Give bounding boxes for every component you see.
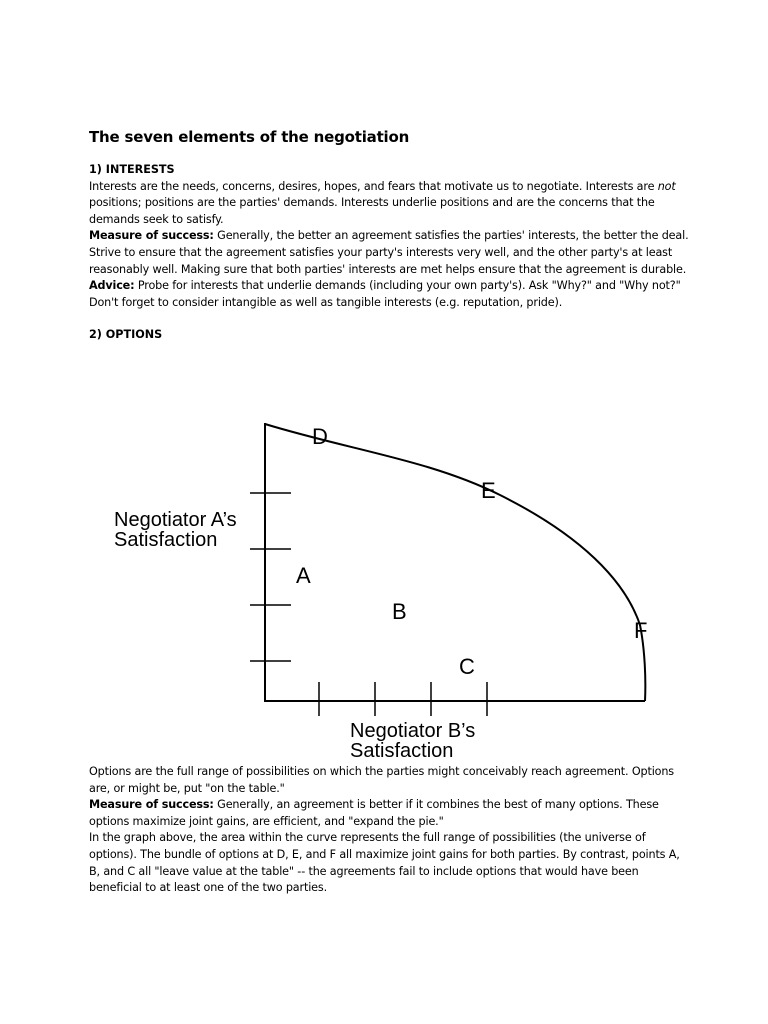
- x-axis-label-line1: Negotiator B’s: [350, 720, 476, 742]
- interests-emphasis: not: [657, 179, 676, 193]
- measure-text: Generally, the better an agreement satisfies the parties' interests, the better the deal. Strive to ensure that the agreement satisfies your party's interests very well, and the other party's at least reasonably well. Making sure that both parties' interests are met helps ensure that the agreement is durable.: [89, 229, 689, 276]
- point-label-d: D: [312, 424, 328, 449]
- options-paragraph-3: In the graph above, the area within the curve represents the full range of possibilities (the universe of options). The bundle of options at D, E, and F all maximize joint gains for both parties. By contrast, points A, B, and C all "leave value at the table" -- the agreements fail to include options that would have been beneficial to at least one of the two parties.: [89, 831, 680, 895]
- y-axis-label-line2: Satisfaction: [114, 529, 218, 551]
- interests-text-a: Interests are the needs, concerns, desires, hopes, and fears that motivate us to negotiate. Interests are: [89, 179, 658, 193]
- advice-text: Probe for interests that underlie demands (including your own party's). Ask "Why?" and "Why not?" Don't forget to consider intangible as well as tangible interests (e.g. reputation, pride).: [89, 279, 681, 309]
- point-label-a: A: [296, 563, 311, 588]
- section-heading-interests: 1) INTERESTS: [89, 163, 175, 176]
- point-label-f: F: [634, 618, 648, 643]
- point-label-b: B: [392, 599, 407, 624]
- y-axis-label-line1: Negotiator A’s: [114, 509, 237, 531]
- measure-label: Measure of success:: [89, 229, 214, 243]
- advice-label: Advice:: [89, 279, 135, 293]
- document-title: The seven elements of the negotiation: [89, 128, 410, 146]
- options-measure-label: Measure of success:: [89, 798, 214, 812]
- point-label-e: E: [481, 478, 496, 503]
- options-paragraph-2: [89, 797, 689, 830]
- possibility-frontier-curve: [265, 424, 648, 701]
- options-text-block: [89, 764, 689, 897]
- x-axis-label-line2: Satisfaction: [350, 740, 454, 762]
- interests-text-b: positions; positions are the parties' demands. Interests underlie positions and are the concerns that the demands seek to satisfy.: [89, 196, 655, 226]
- options-measure-text: Generally, an agreement is better if it combines the best of many options. These options maximize joint gains, are efficient, and "expand the pie.": [89, 798, 659, 828]
- options-paragraph-1: Options are the full range of possibilities on which the parties might conceivably reach agreement. Options are, or might be, put "on the table.": [89, 765, 674, 795]
- section-heading-options: 2) OPTIONS: [89, 328, 163, 342]
- point-label-c: C: [459, 654, 475, 679]
